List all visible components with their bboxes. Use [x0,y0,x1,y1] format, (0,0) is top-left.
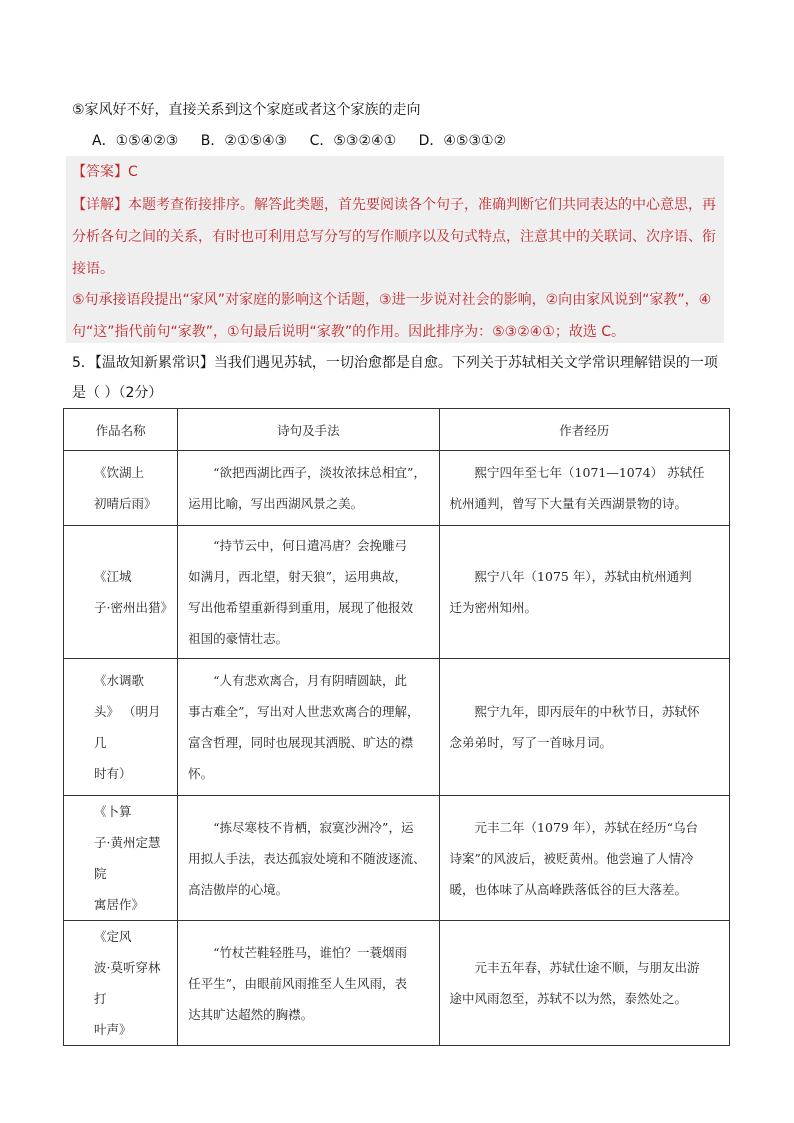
answer-line: 【答案】C [72,164,138,180]
answer-options [92,131,524,151]
poem-technique-cell: “欲把西湖比西子，淡妆浓抹总相宜”， 运用比喻，写出西湖风景之美。 [178,451,439,526]
table-row [64,921,730,1046]
answer-explanation-box [66,156,724,343]
detail-line: 【详解】本题考查衔接排序。解答此类题，首先要阅读各个句子，准确判断它们共同表达的中心意思，再 [72,197,716,213]
literature-table [63,408,730,1046]
poem-technique-cell: “竹杖芒鞋轻胜马，谁怕？一蓑烟雨 任平生”，由眼前风雨推至人生风雨，表 达其旷达超然的胸襟。 [178,921,439,1046]
header-lines-technique: 诗句及手法 [178,409,439,451]
option-b: B．②①⑤④③ [200,133,288,149]
option-d: D．④⑤③①② [418,133,507,149]
question-5-stem-cont: 是（ ）（2分） [72,385,163,401]
author-experience-cell: 元丰五年春，苏轼仕途不顺，与朋友出游 途中风雨忽至，苏轼不以为然，泰然处之。 [439,921,729,1046]
author-experience-cell: 熙宁八年（1075 年），苏轼由杭州通判 迁为密州知州。 [439,526,729,659]
header-work-title: 作品名称 [64,409,178,451]
question-5-stem: 5．【温故知新累常识】当我们遇见苏轼，一切治愈都是自愈。下列关于苏轼相关文学常识理解错误的一项 [72,355,718,371]
work-title-cell: 《饮湖上 初晴后雨》 [64,451,178,526]
detail-line: ⑤句承接语段提出“家风”对家庭的影响这个话题，③进一步说对社会的影响，②向由家风说到“家教”，④ [72,292,712,308]
poem-technique-cell: “拣尽寒枝不肯栖，寂寞沙洲冷”，运 用拟人手法，表达孤寂处境和不随波逐流、 高洁傲岸的心境。 [178,796,439,921]
option-c: C．⑤③②④① [309,133,397,149]
work-title-cell: 《卜算 子·黄州定慧院 寓居作》 [64,796,178,921]
work-title-cell: 《定风 波·莫听穿林打 叶声》 [64,921,178,1046]
table-row [64,451,730,526]
option-a: A．①⑤④②③ [92,133,179,149]
poem-technique-cell: “人有悲欢离合，月有阴晴圆缺，此 事古难全”，写出对人世悲欢离合的理解， 富含哲理，同时也展现其洒脱、旷达的襟 怀。 [178,659,439,796]
table-row [64,526,730,659]
work-title-cell: 《水调歌 头》 （明月几 时有） [64,659,178,796]
author-experience-cell: 熙宁九年，即丙辰年的中秋节日，苏轼怀 念弟弟时，写了一首咏月词。 [439,659,729,796]
poem-technique-cell: “持节云中，何日遣冯唐？会挽雕弓 如满月，西北望，射天狼”，运用典故， 写出他希望重新得到重用，展现了他报效 祖国的豪情壮志。 [178,526,439,659]
detail-line: 句“这”指代前句“家教”，①句最后说明“家教”的作用。因此排序为：⑤③②④①；故选 C。 [72,324,626,340]
author-experience-cell: 元丰二年（1079 年），苏轼在经历“乌台 诗案”的风波后，被贬黄州。他尝遍了人情冷 暖，也体味了从高峰跌落低谷的巨大落差。 [439,796,729,921]
detail-line: 接语。 [72,261,114,277]
table-row [64,796,730,921]
header-author-experience: 作者经历 [439,409,729,451]
author-experience-cell: 熙宁四年至七年（1071—1074） 苏轼任 杭州通判，曾写下大量有关西湖景物的诗。 [439,451,729,526]
table-header-row [64,409,730,451]
intro-sentence: ⑤家风好不好，直接关系到这个家庭或者这个家族的走向 [72,102,421,118]
detail-line: 分析各句之间的关系，有时也可利用总写分写的写作顺序以及句式特点，注意其中的关联词、次序语、衔 [72,229,716,245]
work-title-cell: 《江城 子·密州出猎》 [64,526,178,659]
table-row [64,659,730,796]
